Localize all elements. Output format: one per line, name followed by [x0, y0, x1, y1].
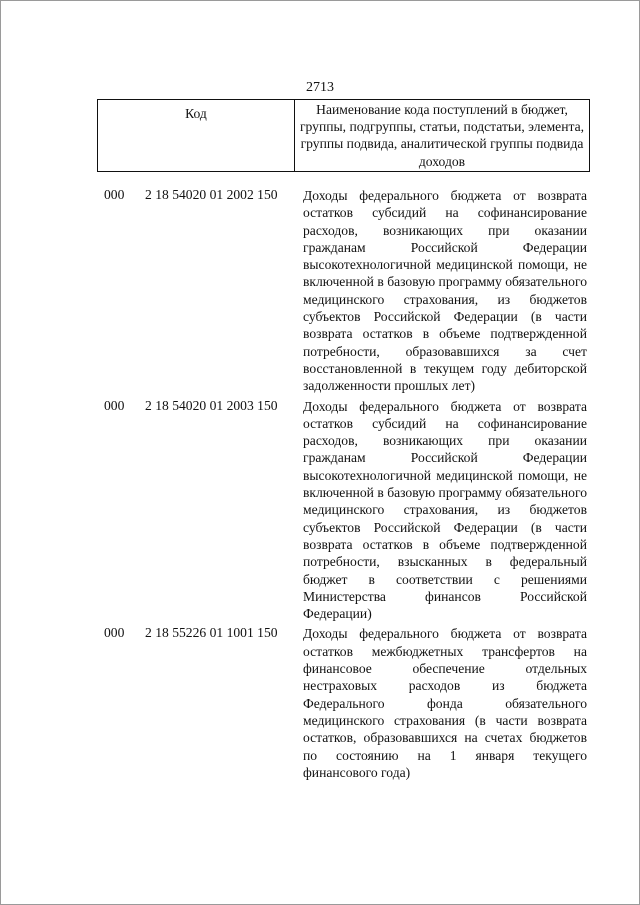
code-description: Доходы федерального бюджета от возврата остатков субсидий на софинансирование расходов, возникающих при оказании гражданам Российской Федерации высокотехнологичной медицинской помощи, не включенной в базовую программу обязательного медицинского страхования, из бюджетов субъектов Российской Федерации (в части возврата остатков в объеме подтвержденной потребности, образовавшихся за счет восстановленной в текущем году дебиторской задолженности прошлых лет) — [303, 188, 587, 394]
header-name-cell: Наименование кода поступлений в бюджет, группы, подгруппы, статьи, подстатьи, элемента, группы подвида, аналитической группы подвида доходов — [299, 102, 585, 169]
header-code-cell — [98, 100, 295, 171]
header-table — [97, 99, 590, 172]
code-list — [0, 187, 640, 784]
budget-code: 2 18 54020 01 2003 150 — [145, 397, 278, 413]
table-row — [0, 398, 640, 623]
admin-code: 000 — [104, 625, 125, 641]
budget-code: 2 18 54020 01 2002 150 — [145, 187, 278, 202]
admin-code: 000 — [104, 397, 125, 413]
code-description: Доходы федерального бюджета от возврата остатков субсидий на софинансирование расходов, возникающих при оказании гражданам Российской Федерации высокотехнологичной медицинской помощи, не включенной в базовую программу обязательного медицинского страхования, из бюджетов субъектов Российской Федерации (в части возврата остатков в объеме подтвержденной потребности, взысканных в федеральный бюджет в соответствии с решениями Министерства финансов Российской Федерации) — [303, 398, 587, 622]
code-description: Доходы федерального бюджета от возврата остатков межбюджетных трансфертов на финансовое обеспечение отдельных нестраховых расходов из бюджета Федерального фонда обязательного медицинского страхования (в части возврата остатков, образовавшихся на счетах бюджетов по состоянию на 1 января текущего финансового года) — [303, 626, 587, 780]
table-row — [0, 625, 640, 781]
budget-code: 2 18 55226 01 1001 150 — [145, 625, 278, 641]
table-row — [0, 187, 640, 395]
page-number: 2713 — [306, 80, 334, 95]
header-code-label: Код — [185, 106, 207, 121]
admin-code: 000 — [104, 187, 125, 202]
